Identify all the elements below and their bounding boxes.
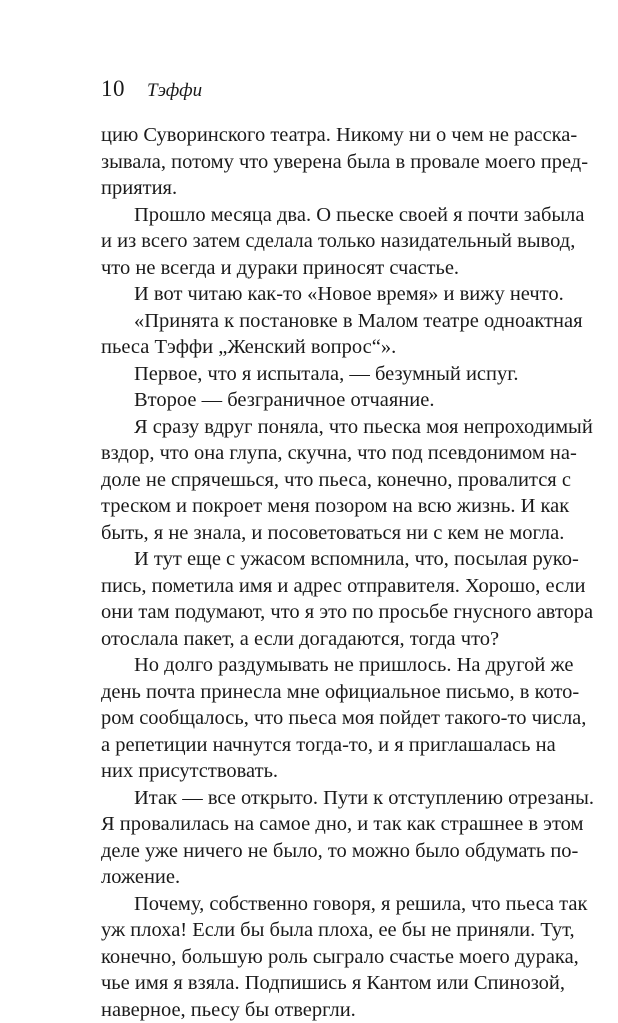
text-line: Почему, собственно говоря, я решила, что пьеса так bbox=[101, 891, 555, 918]
text-line: И вот читаю как-то «Новое время» и вижу нечто. bbox=[101, 281, 555, 308]
text-line: наверное, пьесу бы отвергли. bbox=[101, 997, 555, 1023]
text-line: Я провалилась на самое дно, и так как страшнее в этом bbox=[101, 811, 555, 838]
text-line: конечно, большую роль сыграло счастье моего дурака, bbox=[101, 944, 555, 971]
text-line: отослала пакет, а если догадаются, тогда что? bbox=[101, 626, 555, 653]
text-line: цию Суворинского театра. Никому ни о чем не расска- bbox=[101, 122, 555, 149]
text-line: деле уже ничего не было, то можно было обдумать по- bbox=[101, 838, 555, 865]
running-head-author: Тэффи bbox=[147, 80, 202, 102]
text-line: доле не спрячешься, что пьеса, конечно, провалится с bbox=[101, 467, 555, 494]
text-line: а репетиции начнутся тогда-то, и я приглашалась на bbox=[101, 732, 555, 759]
text-line: чье имя я взяла. Подпишись я Кантом или Спинозой, bbox=[101, 970, 555, 997]
text-line: уж плоха! Если бы была плоха, ее бы не приняли. Тут, bbox=[101, 917, 555, 944]
text-line: Первое, что я испытала, — безумный испуг. bbox=[101, 361, 555, 388]
text-line: пьеса Тэффи „Женский вопрос“». bbox=[101, 334, 555, 361]
text-line: ложение. bbox=[101, 864, 555, 891]
text-line: Второе — безграничное отчаяние. bbox=[101, 387, 555, 414]
text-line: треском и покроет меня позором на всю жизнь. И как bbox=[101, 493, 555, 520]
body-text bbox=[101, 122, 555, 1023]
text-line: зывала, потому что уверена была в провале моего пред- bbox=[101, 149, 555, 176]
text-line: день почта принесла мне официальное письмо, в кото- bbox=[101, 679, 555, 706]
text-line: что не всегда и дураки приносят счастье. bbox=[101, 255, 555, 282]
text-line: ром сообщалось, что пьеса моя пойдет такого-то числа, bbox=[101, 705, 555, 732]
text-line: И тут еще с ужасом вспомнила, что, посылая руко- bbox=[101, 546, 555, 573]
text-line: Я сразу вдруг поняла, что пьеска моя непроходимый bbox=[101, 414, 555, 441]
text-line: них присутствовать. bbox=[101, 758, 555, 785]
text-line: быть, я не знала, и посоветоваться ни с кем не могла. bbox=[101, 520, 555, 547]
page-number: 10 bbox=[101, 76, 125, 102]
text-line: они там подумают, что я это по просьбе гнусного автора bbox=[101, 599, 555, 626]
text-line: «Принята к постановке в Малом театре одноактная bbox=[101, 308, 555, 335]
text-line: пись, пометила имя и адрес отправителя. Хорошо, если bbox=[101, 573, 555, 600]
text-line: Прошло месяца два. О пьеске своей я почти забыла bbox=[101, 202, 555, 229]
text-line: и из всего затем сделала только назидательный вывод, bbox=[101, 228, 555, 255]
text-line: приятия. bbox=[101, 175, 555, 202]
text-line: Итак — все открыто. Пути к отступлению отрезаны. bbox=[101, 785, 555, 812]
text-line: Но долго раздумывать не пришлось. На другой же bbox=[101, 652, 555, 679]
running-head bbox=[101, 76, 202, 106]
text-line: вздор, что она глупа, скучна, что под псевдонимом на- bbox=[101, 440, 555, 467]
